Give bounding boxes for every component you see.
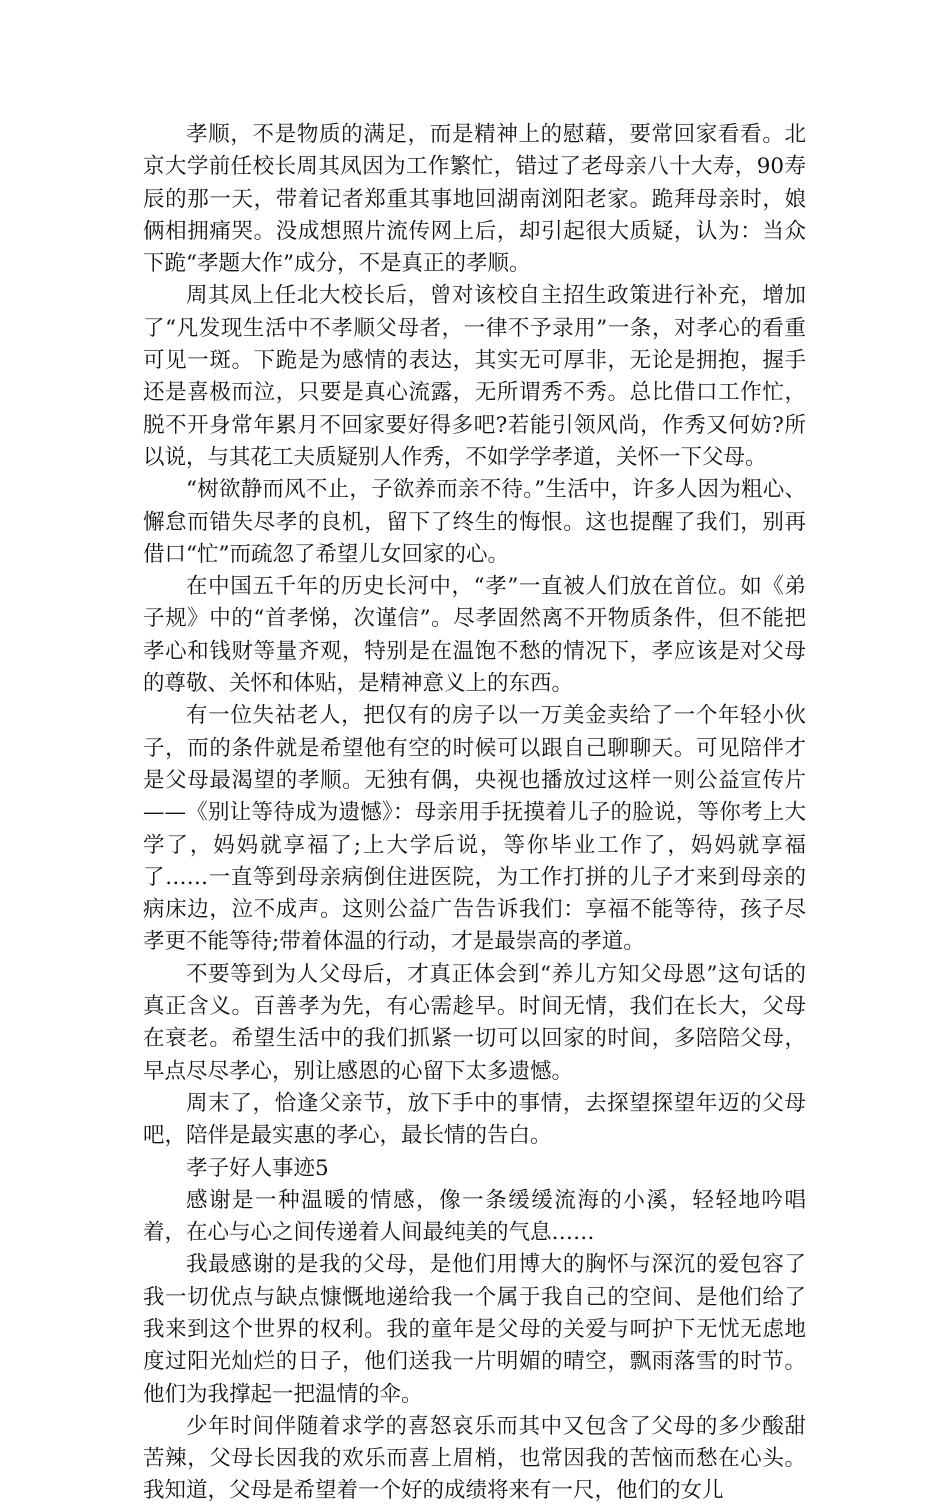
paragraph: 周末了，恰逢父亲节，放下手中的事情，去探望探望年迈的父母吧，陪伴是最实惠的孝心，最长情的告白。 [143,1090,806,1149]
paragraph: 不要等到为人父母后，才真正体会到“养儿方知父母恩”这句话的真正含义。百善孝为先，有心需趁早。时间无情，我们在长大，父母在衰老。希望生活中的我们抓紧一切可以回家的时间，多陪陪父母，早点尽尽孝心，别让感恩的心留下太多遗憾。 [143,961,806,1084]
paragraph: 感谢是一种温暖的情感，像一条缓缓流海的小溪，轻轻地吟唱着，在心与心之间传递着人间最纯美的气息…… [143,1187,806,1246]
paragraph: 少年时间伴随着求学的喜怒哀乐而其中又包含了父母的多少酸甜苦辣，父母长因我的欢乐而喜上眉梢，也常因我的苦恼而愁在心头。我知道，父母是希望着一个好的成绩将来有一尺，他们的女儿 [143,1413,806,1504]
paragraph: 孝顺，不是物质的满足，而是精神上的慰藉，要常回家看看。北京大学前任校长周其凤因为工作繁忙，错过了老母亲八十大寿，90寿辰的那一天，带着记者郑重其事地回湖南浏阳老家。跪拜母亲时，娘俩相拥痛哭。没成想照片流传网上后，却引起很大质疑，认为：当众下跪“孝题大作”成分，不是真正的孝顺。 [143,122,806,277]
paragraph: 在中国五千年的历史长河中，“孝”一直被人们放在首位。如《弟子规》中的“首孝悌，次谨信”。尽孝固然离不开物质条件，但不能把孝心和钱财等量齐观，特别是在温饱不愁的情况下，孝应该是对父母的尊敬、关怀和体贴，是精神意义上的东西。 [143,574,806,697]
paragraph: 我最感谢的是我的父母，是他们用博大的胸怀与深沉的爱包容了我一切优点与缺点慷慨地递给我一个属于我自己的空间、是他们给了我来到这个世界的权利。我的童年是父母的关爱与呵护下无忧无虑地度过阳光灿烂的日子，他们送我一片明媚的晴空，飘雨落雪的时节。他们为我撑起一把温情的伞。 [143,1252,806,1407]
section-heading: 孝子好人事迹5 [186,1155,329,1181]
document-body [143,119,806,1508]
paragraph: 周其凤上任北大校长后，曾对该校自主招生政策进行补充，增加了“凡发现生活中不孝顺父母者，一律不予录用”一条，对孝心的看重可见一斑。下跪是为感情的表达，其实无可厚非，无论是拥抱，握手还是喜极而泣，只要是真心流露，无所谓秀不秀。总比借口工作忙，脱不开身常年累月不回家要好得多吧?若能引领风尚，作秀又何妨?所以说，与其花工夫质疑别人作秀，不如学学孝道，关怀一下父母。 [143,283,806,470]
paragraph: “树欲静而风不止，子欲养而亲不待。”生活中，许多人因为粗心、懈怠而错失尽孝的良机，留下了终生的悔恨。这也提醒了我们，别再借口“忙”而疏忽了希望儿女回家的心。 [143,477,806,567]
paragraph: 有一位失祜老人，把仅有的房子以一万美金卖给了一个年轻小伙子，而的条件就是希望他有空的时候可以跟自己聊聊天。可见陪伴才是父母最渴望的孝顺。无独有偶，央视也播放过这样一则公益宣传片——《别让等待成为遗憾》：母亲用手抚摸着儿子的脸说，等你考上大学了，妈妈就享福了;上大学后说，等你毕业工作了，妈妈就享福了……一直等到母亲病倒住进医院，为工作打拼的儿子才来到母亲的病床边，泣不成声。这则公益广告告诉我们：享福不能等待，孩子尽孝更不能等待;带着体温的行动，才是最崇高的孝道。 [143,703,806,955]
